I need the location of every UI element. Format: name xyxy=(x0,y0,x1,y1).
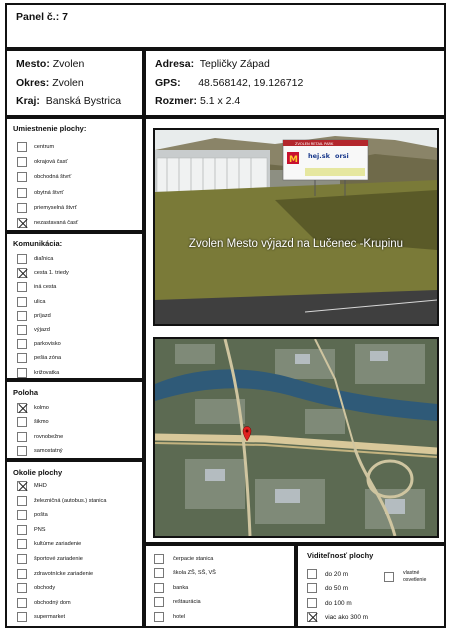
okolie2-label-3: reštaurácia xyxy=(173,599,201,606)
viditelnost-label-0: do 20 m xyxy=(325,571,349,578)
umiestnenie-label-2: obchodná štvrť xyxy=(34,174,72,181)
billboard-header: ZVOLEN RETAIL PARK xyxy=(295,142,334,146)
komunikacia-label-2: iná cesta xyxy=(34,284,57,291)
komunikacia-checkbox-0[interactable] xyxy=(17,254,27,264)
mesto-row xyxy=(16,58,84,70)
komunikacia-label-7: pešia zóna xyxy=(34,355,62,362)
okolie-label-7: obchody xyxy=(34,585,56,592)
komunikacia-checkbox-3[interactable] xyxy=(17,297,27,307)
okolie-checkbox-7[interactable] xyxy=(17,583,27,593)
adresa-label: Adresa: xyxy=(155,58,195,70)
komunikacia-section xyxy=(5,232,144,380)
kraj-label: Kraj: xyxy=(16,95,40,107)
rozmer-label: Rozmer: xyxy=(155,95,198,107)
okolie-section xyxy=(5,460,144,628)
okolie-checkbox-5[interactable] xyxy=(17,554,27,564)
viditelnost-title: Viditeľnosť plochy xyxy=(307,551,374,560)
okolie-label-6: zdravotnícke zariadenie xyxy=(34,570,94,577)
okolie-checkbox-6[interactable] xyxy=(17,569,27,579)
okolie-checkbox-9[interactable] xyxy=(17,612,27,622)
komunikacia-checkbox-4[interactable] xyxy=(17,311,27,321)
okolie2-label-1: škola ZŠ, SŠ, VŠ xyxy=(173,570,216,577)
svg-text:M: M xyxy=(289,155,298,165)
komunikacia-label-8: križovatka xyxy=(34,369,60,376)
umiestnenie-label-0: centrum xyxy=(34,144,55,150)
photos-area xyxy=(144,117,446,544)
poloha-title: Poloha xyxy=(13,388,39,397)
okolie2-checkbox-0[interactable] xyxy=(154,554,164,564)
okolie-checkbox-1[interactable] xyxy=(17,496,27,506)
okolie2-checkbox-1[interactable] xyxy=(154,568,164,578)
okolie-label-1: železničná (autobus.) stanica xyxy=(34,497,107,504)
okolie-label-3: PNS xyxy=(34,526,46,533)
panel-value: 7 xyxy=(62,11,68,23)
poloha-checkbox-1[interactable] xyxy=(17,417,27,427)
poloha-checkbox-3[interactable] xyxy=(17,446,27,456)
komunikacia-label-1: cesta 1. triedy xyxy=(34,270,69,277)
okolie2-label-0: čerpacie stanica xyxy=(173,556,214,562)
site-photo-image xyxy=(155,130,437,324)
viditelnost-checkbox-3[interactable] xyxy=(307,612,317,622)
viditelnost-checkbox-0[interactable] xyxy=(307,569,317,579)
komunikacia-checkbox-8[interactable] xyxy=(17,368,27,378)
viditelnost-label-3: viac ako 300 m xyxy=(325,613,368,621)
rozmer-row xyxy=(155,95,240,107)
viditelnost-label-1: do 50 m xyxy=(325,585,349,593)
okolie-label-8: obchodný dom xyxy=(34,599,71,606)
umiestnenie-checkbox-1[interactable] xyxy=(17,157,27,167)
okolie-label-9: supermarket xyxy=(34,614,66,621)
kraj-row xyxy=(16,95,121,107)
umiestnenie-checkbox-4[interactable] xyxy=(17,203,27,213)
umiestnenie-checkbox-0[interactable] xyxy=(17,142,27,152)
komunikacia-label-0: diaľnica xyxy=(34,256,54,262)
okolie-label-5: športové zariadenie xyxy=(34,556,83,562)
poloha-label-2: rovnobežne xyxy=(34,433,64,440)
umiestnenie-label-4: priemyselná štvrť xyxy=(34,204,77,211)
okolie2-checkbox-2[interactable] xyxy=(154,583,164,593)
gps-row xyxy=(155,77,303,89)
umiestnenie-label-1: okrajová časť xyxy=(34,159,68,166)
komunikacia-checkbox-7[interactable] xyxy=(17,353,27,363)
komunikacia-label-6: parkovisko xyxy=(34,341,61,348)
area-map xyxy=(153,337,439,538)
okolie2-label-2: banka xyxy=(173,584,189,591)
komunikacia-checkbox-6[interactable] xyxy=(17,339,27,349)
adresa-value: Tepličky Západ xyxy=(199,58,270,70)
okolie-checkbox-8[interactable] xyxy=(17,598,27,608)
okolie-label-4: kultúrne zariadenie xyxy=(34,541,82,548)
okolie-label-0: MHD xyxy=(34,483,47,489)
umiestnenie-label-3: obytná štvrť xyxy=(34,189,64,196)
komunikacia-checkbox-1[interactable] xyxy=(17,268,27,278)
poloha-label-1: šikmo xyxy=(34,419,49,426)
mesto-label: Mesto: xyxy=(16,58,50,70)
poloha-label-0: kolmo xyxy=(34,405,49,411)
adresa-row xyxy=(155,58,270,70)
komunikacia-checkbox-5[interactable] xyxy=(17,325,27,335)
gps-label: GPS: xyxy=(155,77,181,89)
rozmer-value: 5.1 x 2.4 xyxy=(199,95,241,107)
billboard-brand-1: hej.sk xyxy=(308,152,330,160)
umiestnenie-checkbox-3[interactable] xyxy=(17,188,27,198)
okolie-checkbox-3[interactable] xyxy=(17,525,27,535)
komunikacia-label-5: výjazd xyxy=(34,327,50,333)
umiestnenie-checkbox-5[interactable] xyxy=(17,218,27,228)
poloha-section xyxy=(5,380,144,460)
poloha-checkbox-2[interactable] xyxy=(17,432,27,442)
site-photo xyxy=(153,128,439,326)
umiestnenie-checkbox-2[interactable] xyxy=(17,172,27,182)
umiestnenie-title: Umiestnenie plochy: xyxy=(13,124,87,133)
lighting-label xyxy=(403,570,426,584)
poloha-checkbox-0[interactable] xyxy=(17,403,27,413)
viditelnost-checkbox-1[interactable] xyxy=(307,583,317,593)
mesto-value: Zvolen xyxy=(52,58,85,70)
umiestnenie-label-5: nezastavaná časť xyxy=(34,220,79,226)
viditelnost-label-2: do 100 m xyxy=(325,599,352,607)
panel-number xyxy=(16,11,68,23)
okres-label: Okres: xyxy=(16,77,50,89)
okolie-checkbox-2[interactable] xyxy=(17,510,27,520)
okolie2-section xyxy=(144,544,296,628)
lighting-checkbox[interactable] xyxy=(384,572,394,582)
gps-value: 48.568142, 19.126712 xyxy=(198,77,304,89)
okolie-checkbox-4[interactable] xyxy=(17,539,27,549)
komunikacia-checkbox-2[interactable] xyxy=(17,282,27,292)
okolie-checkbox-0[interactable] xyxy=(17,481,27,491)
area-map-image xyxy=(155,339,437,536)
komunikacia-label-4: príjazd xyxy=(34,312,51,319)
okolie2-checkbox-4[interactable] xyxy=(154,612,164,622)
viditelnost-checkbox-2[interactable] xyxy=(307,598,317,608)
okolie2-checkbox-3[interactable] xyxy=(154,597,164,607)
lighting-label-line2: osvetlenie xyxy=(403,577,427,583)
panel-label: Panel č.: xyxy=(16,11,60,23)
billboard-brand-2: orsi xyxy=(335,152,349,160)
okolie-title: Okolie plochy xyxy=(13,468,63,477)
umiestnenie-section xyxy=(5,117,144,232)
panel-header xyxy=(5,3,446,49)
komunikacia-label-3: ulica xyxy=(34,298,46,305)
poloha-label-3: samostatný xyxy=(34,447,63,454)
photo-caption: Zvolen Mesto výjazd na Lučenec -Krupinu xyxy=(188,238,404,250)
viditelnost-section xyxy=(296,544,446,628)
komunikacia-title: Komunikácia: xyxy=(13,239,63,248)
okolie-label-2: pošta xyxy=(34,512,48,519)
okres-value: Zvolen xyxy=(52,77,84,89)
location-box xyxy=(5,49,144,117)
kraj-value: Banská Bystrica xyxy=(45,95,122,107)
okres-row xyxy=(16,77,84,89)
address-box xyxy=(144,49,446,117)
okolie2-label-4: hotel xyxy=(173,613,186,620)
lighting-label-line1: vlastné xyxy=(403,570,420,576)
